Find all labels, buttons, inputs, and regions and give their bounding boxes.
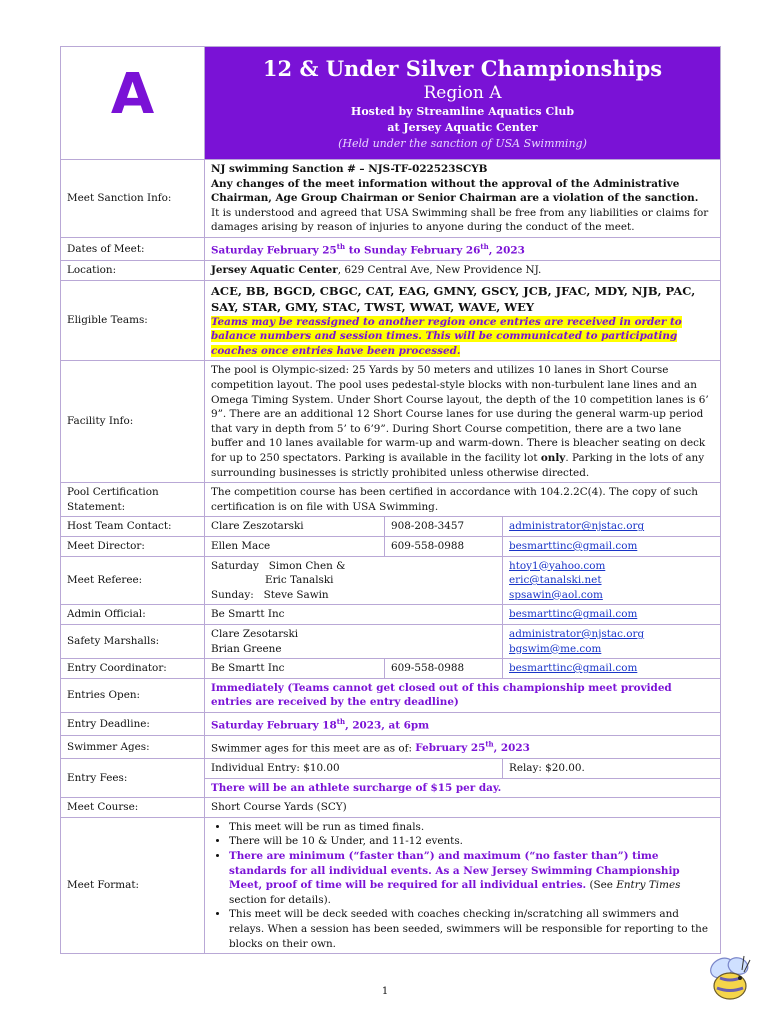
contact-name: Ellen Mace — [205, 536, 385, 556]
meet-info-document — [60, 46, 720, 954]
page-number: 1 — [381, 986, 389, 997]
eligible-content — [205, 280, 721, 361]
referee-line: Saturday Simon Chen & — [211, 559, 346, 572]
host-contact-row — [61, 517, 721, 537]
date-part: Saturday February 25 — [211, 244, 337, 257]
entries-open-text: Immediately (Teams cannot get closed out of this championship meet provided entries are received by the entry deadline) — [205, 678, 721, 712]
email-link[interactable]: besmarttinc@gmail.com — [509, 662, 638, 675]
format-row — [61, 817, 721, 953]
venue: at Jersey Aquatic Center — [387, 121, 538, 134]
email-link[interactable]: spsawin@aol.com — [509, 588, 603, 601]
referee-line: Eric Tanalski — [265, 574, 334, 587]
referee-row — [61, 556, 721, 605]
date-suffix: th — [336, 241, 346, 251]
sanction-number: NJ swimming Sanction # – NJS-TF-022523SCYB — [211, 163, 488, 175]
date-part: February 25 — [415, 742, 486, 755]
row-label: Admin Official: — [61, 605, 205, 625]
location-name: Jersey Aquatic Center — [211, 264, 338, 277]
entries-open-row — [61, 678, 721, 712]
meet-title: 12 & Under Silver Championships — [262, 56, 663, 81]
ages-prefix: Swimmer ages for this meet are as of: — [211, 742, 416, 755]
sanction-content — [205, 160, 721, 238]
safety-emails — [503, 624, 721, 658]
row-label: Meet Sanction Info: — [61, 160, 205, 238]
row-label: Eligible Teams: — [61, 280, 205, 361]
section-ref: Entry Times — [616, 879, 681, 892]
entry-deadline — [205, 712, 721, 735]
facility-text-part: The pool is Olympic-sized: 25 Yards by 50 meters and utilizes 10 lanes in Short Course competition layout. The pool uses pedestal-style blocks with non-turbulent lane lines and an Omega Timing System. Under Short Course layout, the depth of the 10 competition lanes is 6’ 9”. There are an additional 12 Short Course lanes for use during the general warm-up period that vary in depth from 5’ to 6’9”. During Short Course competition, there are a two lane buffer and 10 lanes available for warm-up and warm-down. There is bleacher seating on deck for up to 250 spectators. Parking is available in the facility lot — [211, 364, 709, 464]
facility-text-part: . Parking in the lots of any surrounding businesses is strictly prohibited unless otherwise directed. — [211, 451, 705, 479]
contact-phone: 609-558-0988 — [385, 659, 503, 679]
course-row — [61, 798, 721, 818]
date-part: , 2023 — [488, 244, 525, 257]
region-name: Region A — [423, 83, 502, 103]
header-band — [205, 47, 721, 160]
date-suffix: th — [485, 739, 494, 749]
location-address: , 629 Central Ave, New Providence NJ. — [337, 264, 542, 277]
list-text: section for details). — [229, 893, 331, 906]
format-list — [211, 820, 714, 951]
course-value: Short Course Yards (SCY) — [205, 798, 721, 818]
row-label: Location: — [61, 261, 205, 281]
entry-fees-row — [61, 759, 721, 779]
referee-line: Sunday: Steve Sawin — [211, 588, 329, 601]
facility-emphasis: only — [540, 451, 566, 464]
team-list: ACE, BB, BGCD, CBGC, CAT, EAG, GMNY, GSCY, JCB, JFAC, MDY, NJB, PAC, SAY, STAR, GMY, STAC, TWST, WWAT, WAVE, WEY — [211, 283, 696, 314]
row-label: Safety Marshalls: — [61, 624, 205, 658]
date-part: to Sunday February 26 — [345, 244, 481, 257]
location-row — [61, 261, 721, 281]
meet-info-table — [60, 46, 721, 954]
row-label: Entry Deadline: — [61, 712, 205, 735]
email-link[interactable]: bgswim@me.com — [509, 642, 602, 655]
row-label: Pool Certification Statement: — [61, 483, 205, 517]
standards-note: There are minimum (“faster than”) and maximum (“no faster than”) time standards for all individual events. As a New Jersey Swimming Championship Meet, proof of time will be required for all individual entries. — [229, 849, 680, 892]
facility-row — [61, 361, 721, 483]
list-item: • This meet will be deck seeded with coaches checking in/scratching all swimmers and relays. When a session has been seeded, swimmers will be responsible for reporting to the blocks on their own. — [229, 907, 714, 951]
email-link[interactable]: eric@tanalski.net — [509, 574, 602, 587]
list-item: • There will be 10 & Under, and 11-12 events. — [229, 834, 714, 849]
format-list-cell — [205, 817, 721, 953]
row-label: Meet Director: — [61, 536, 205, 556]
contact-phone: 908-208-3457 — [385, 517, 503, 537]
contact-name: Be Smartt Inc — [205, 605, 503, 625]
athlete-surcharge: There will be an athlete surcharge of $15 per day. — [205, 778, 721, 798]
email-link[interactable]: besmarttinc@gmail.com — [509, 608, 638, 621]
sanction-warning: Any changes of the meet information without the approval of the Administrative Chairman, Age Group Chairman or Senior Chairman are a violation of the sanction. — [211, 177, 699, 205]
bee-icon — [700, 948, 760, 1008]
row-label: Meet Format: — [61, 817, 205, 953]
hosted-by: Hosted by Streamline Aquatics Club — [350, 105, 575, 118]
swimmer-ages-row — [61, 735, 721, 758]
reassign-note: Teams may be reassigned to another region once entries are received in order to balance numbers and session times. This will be communicated to participating coaches once entries have been processed. — [211, 315, 682, 357]
row-label: Entry Coordinator: — [61, 659, 205, 679]
contact-name: Clare Zesotarski — [211, 627, 299, 640]
email-link[interactable]: administrator@njstac.org — [509, 520, 645, 533]
safety-names — [205, 624, 503, 658]
date-suffix: th — [480, 241, 489, 251]
date-part: Saturday February 18 — [211, 719, 337, 732]
contact-name: Clare Zeszotarski — [205, 517, 385, 537]
referee-names — [205, 556, 503, 605]
dates-row — [61, 237, 721, 260]
email-link[interactable]: besmarttinc@gmail.com — [509, 539, 638, 552]
logo-letter: A — [110, 62, 155, 128]
email-link[interactable]: administrator@njstac.org — [509, 627, 645, 640]
contact-name: Be Smartt Inc — [205, 659, 385, 679]
referee-emails — [503, 556, 721, 605]
contact-name: Brian Greene — [211, 642, 282, 655]
safety-row — [61, 624, 721, 658]
list-item — [229, 849, 714, 907]
date-suffix: th — [336, 716, 346, 726]
row-label: Host Team Contact: — [61, 517, 205, 537]
facility-text — [205, 361, 721, 483]
sanction-row — [61, 160, 721, 238]
individual-fee: Individual Entry: $10.00 — [205, 759, 503, 779]
date-part: , 2023, at 6pm — [345, 719, 430, 732]
logo-cell — [61, 47, 205, 160]
header-row — [61, 47, 721, 160]
entry-coordinator-row — [61, 659, 721, 679]
location-value — [205, 261, 721, 281]
row-label: Meet Referee: — [61, 556, 205, 605]
meet-dates — [205, 237, 721, 260]
relay-fee: Relay: $20.00. — [503, 759, 721, 779]
swimmer-ages — [205, 735, 721, 758]
entry-deadline-row — [61, 712, 721, 735]
row-label: Dates of Meet: — [61, 237, 205, 260]
row-label: Entries Open: — [61, 678, 205, 712]
row-label: Swimmer Ages: — [61, 735, 205, 758]
row-label: Entry Fees: — [61, 759, 205, 798]
pool-cert-row — [61, 483, 721, 517]
row-label: Facility Info: — [61, 361, 205, 483]
row-label: Meet Course: — [61, 798, 205, 818]
pool-cert-text: The competition course has been certified in accordance with 104.2.2C(4). The copy of such certification is on file with USA Swimming. — [205, 483, 721, 517]
liability-statement: It is understood and agreed that USA Swimming shall be free from any liabilities or claims for damages arising by reason of injuries to anyone during the conduct of the meet. — [211, 206, 709, 234]
list-text: (See — [586, 879, 617, 892]
eligible-row — [61, 280, 721, 361]
list-item: • This meet will be run as timed finals. — [229, 820, 714, 835]
sanction-note: (Held under the sanction of USA Swimming) — [338, 137, 587, 150]
email-link[interactable]: htoy1@yahoo.com — [509, 559, 606, 572]
contact-phone: 609-558-0988 — [385, 536, 503, 556]
date-part: , 2023 — [493, 742, 530, 755]
admin-row — [61, 605, 721, 625]
meet-director-row — [61, 536, 721, 556]
